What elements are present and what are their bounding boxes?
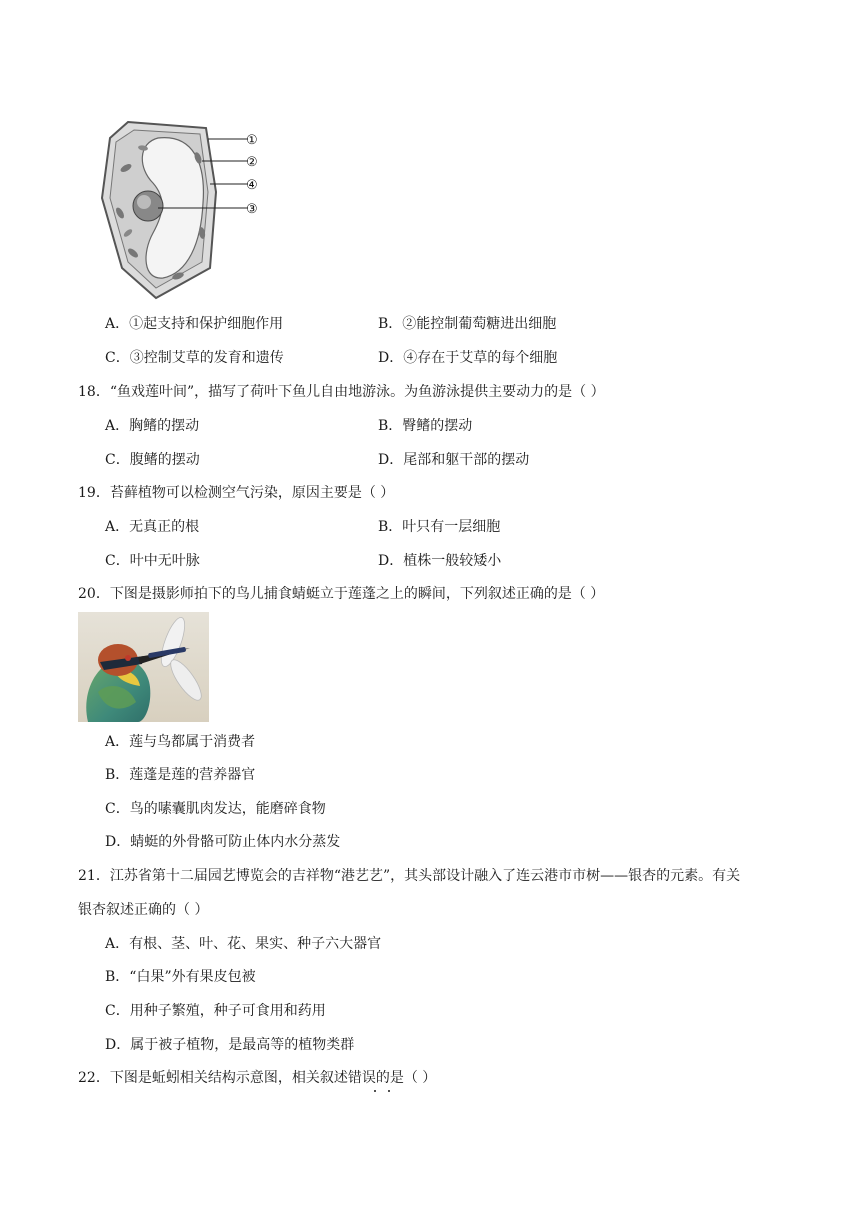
q21-stem-line2: 银杏叙述正确的（ ） bbox=[78, 902, 209, 918]
q18-option-d: D．尾部和躯干部的摆动 bbox=[378, 452, 530, 468]
q17-option-b: B．②能控制葡萄糖进出细胞 bbox=[378, 316, 557, 332]
q19-option-d: D．植株一般较矮小 bbox=[378, 553, 502, 569]
q22-stem: 22．下图是蚯蚓相关结构示意图，相关叙述错误的是（ ） bbox=[78, 1070, 437, 1086]
emphasis-dot bbox=[388, 1090, 390, 1092]
q20-option-a: A．莲与鸟都属于消费者 bbox=[105, 734, 256, 750]
q17-option-a: A．①起支持和保护细胞作用 bbox=[105, 316, 284, 332]
q21-option-d: D．属于被子植物，是最高等的植物类群 bbox=[105, 1037, 355, 1053]
q17-option-c: C．③控制艾草的发育和遗传 bbox=[105, 350, 284, 366]
q21-option-a: A．有根、茎、叶、花、果实、种子六大器官 bbox=[105, 936, 382, 952]
q20-stem: 20．下图是摄影师拍下的鸟儿捕食蜻蜓立于莲蓬之上的瞬间，下列叙述正确的是（ ） bbox=[78, 586, 605, 602]
q21-stem-line1: 21．江苏省第十二届园艺博览会的吉祥物“港艺艺”，其头部设计融入了连云港市市树——银杏的元素。有关 bbox=[78, 868, 741, 884]
q20-option-b: B．莲蓬是莲的营养器官 bbox=[105, 767, 256, 783]
q19-option-a: A．无真正的根 bbox=[105, 519, 200, 535]
emphasis-dot bbox=[374, 1090, 376, 1092]
q20-option-c: C．鸟的嗉囊肌肉发达，能磨碎食物 bbox=[105, 801, 326, 817]
plant-cell-diagram bbox=[98, 118, 270, 302]
q19-option-c: C．叶中无叶脉 bbox=[105, 553, 200, 569]
cell-label-2: ② bbox=[246, 155, 258, 170]
bird-catching-dragonfly-image bbox=[78, 612, 209, 722]
q18-stem: 18．“鱼戏莲叶间”，描写了荷叶下鱼儿自由地游泳。为鱼游泳提供主要动力的是（ ） bbox=[78, 384, 605, 400]
cell-label-3: ③ bbox=[246, 202, 258, 217]
q20-option-d: D．蜻蜓的外骨骼可防止体内水分蒸发 bbox=[105, 834, 341, 850]
cell-label-1: ① bbox=[246, 133, 258, 148]
q18-option-a: A．胸鳍的摆动 bbox=[105, 418, 200, 434]
q18-option-c: C．腹鳍的摆动 bbox=[105, 452, 200, 468]
q17-option-d: D．④存在于艾草的每个细胞 bbox=[378, 350, 558, 366]
q18-option-b: B．臀鳍的摆动 bbox=[378, 418, 473, 434]
q21-option-c: C．用种子繁殖，种子可食用和药用 bbox=[105, 1003, 326, 1019]
q19-option-b: B．叶只有一层细胞 bbox=[378, 519, 501, 535]
q19-stem: 19．苔藓植物可以检测空气污染，原因主要是（ ） bbox=[78, 485, 395, 501]
cell-label-4: ④ bbox=[246, 178, 258, 193]
q21-option-b: B．“白果”外有果皮包被 bbox=[105, 969, 256, 985]
